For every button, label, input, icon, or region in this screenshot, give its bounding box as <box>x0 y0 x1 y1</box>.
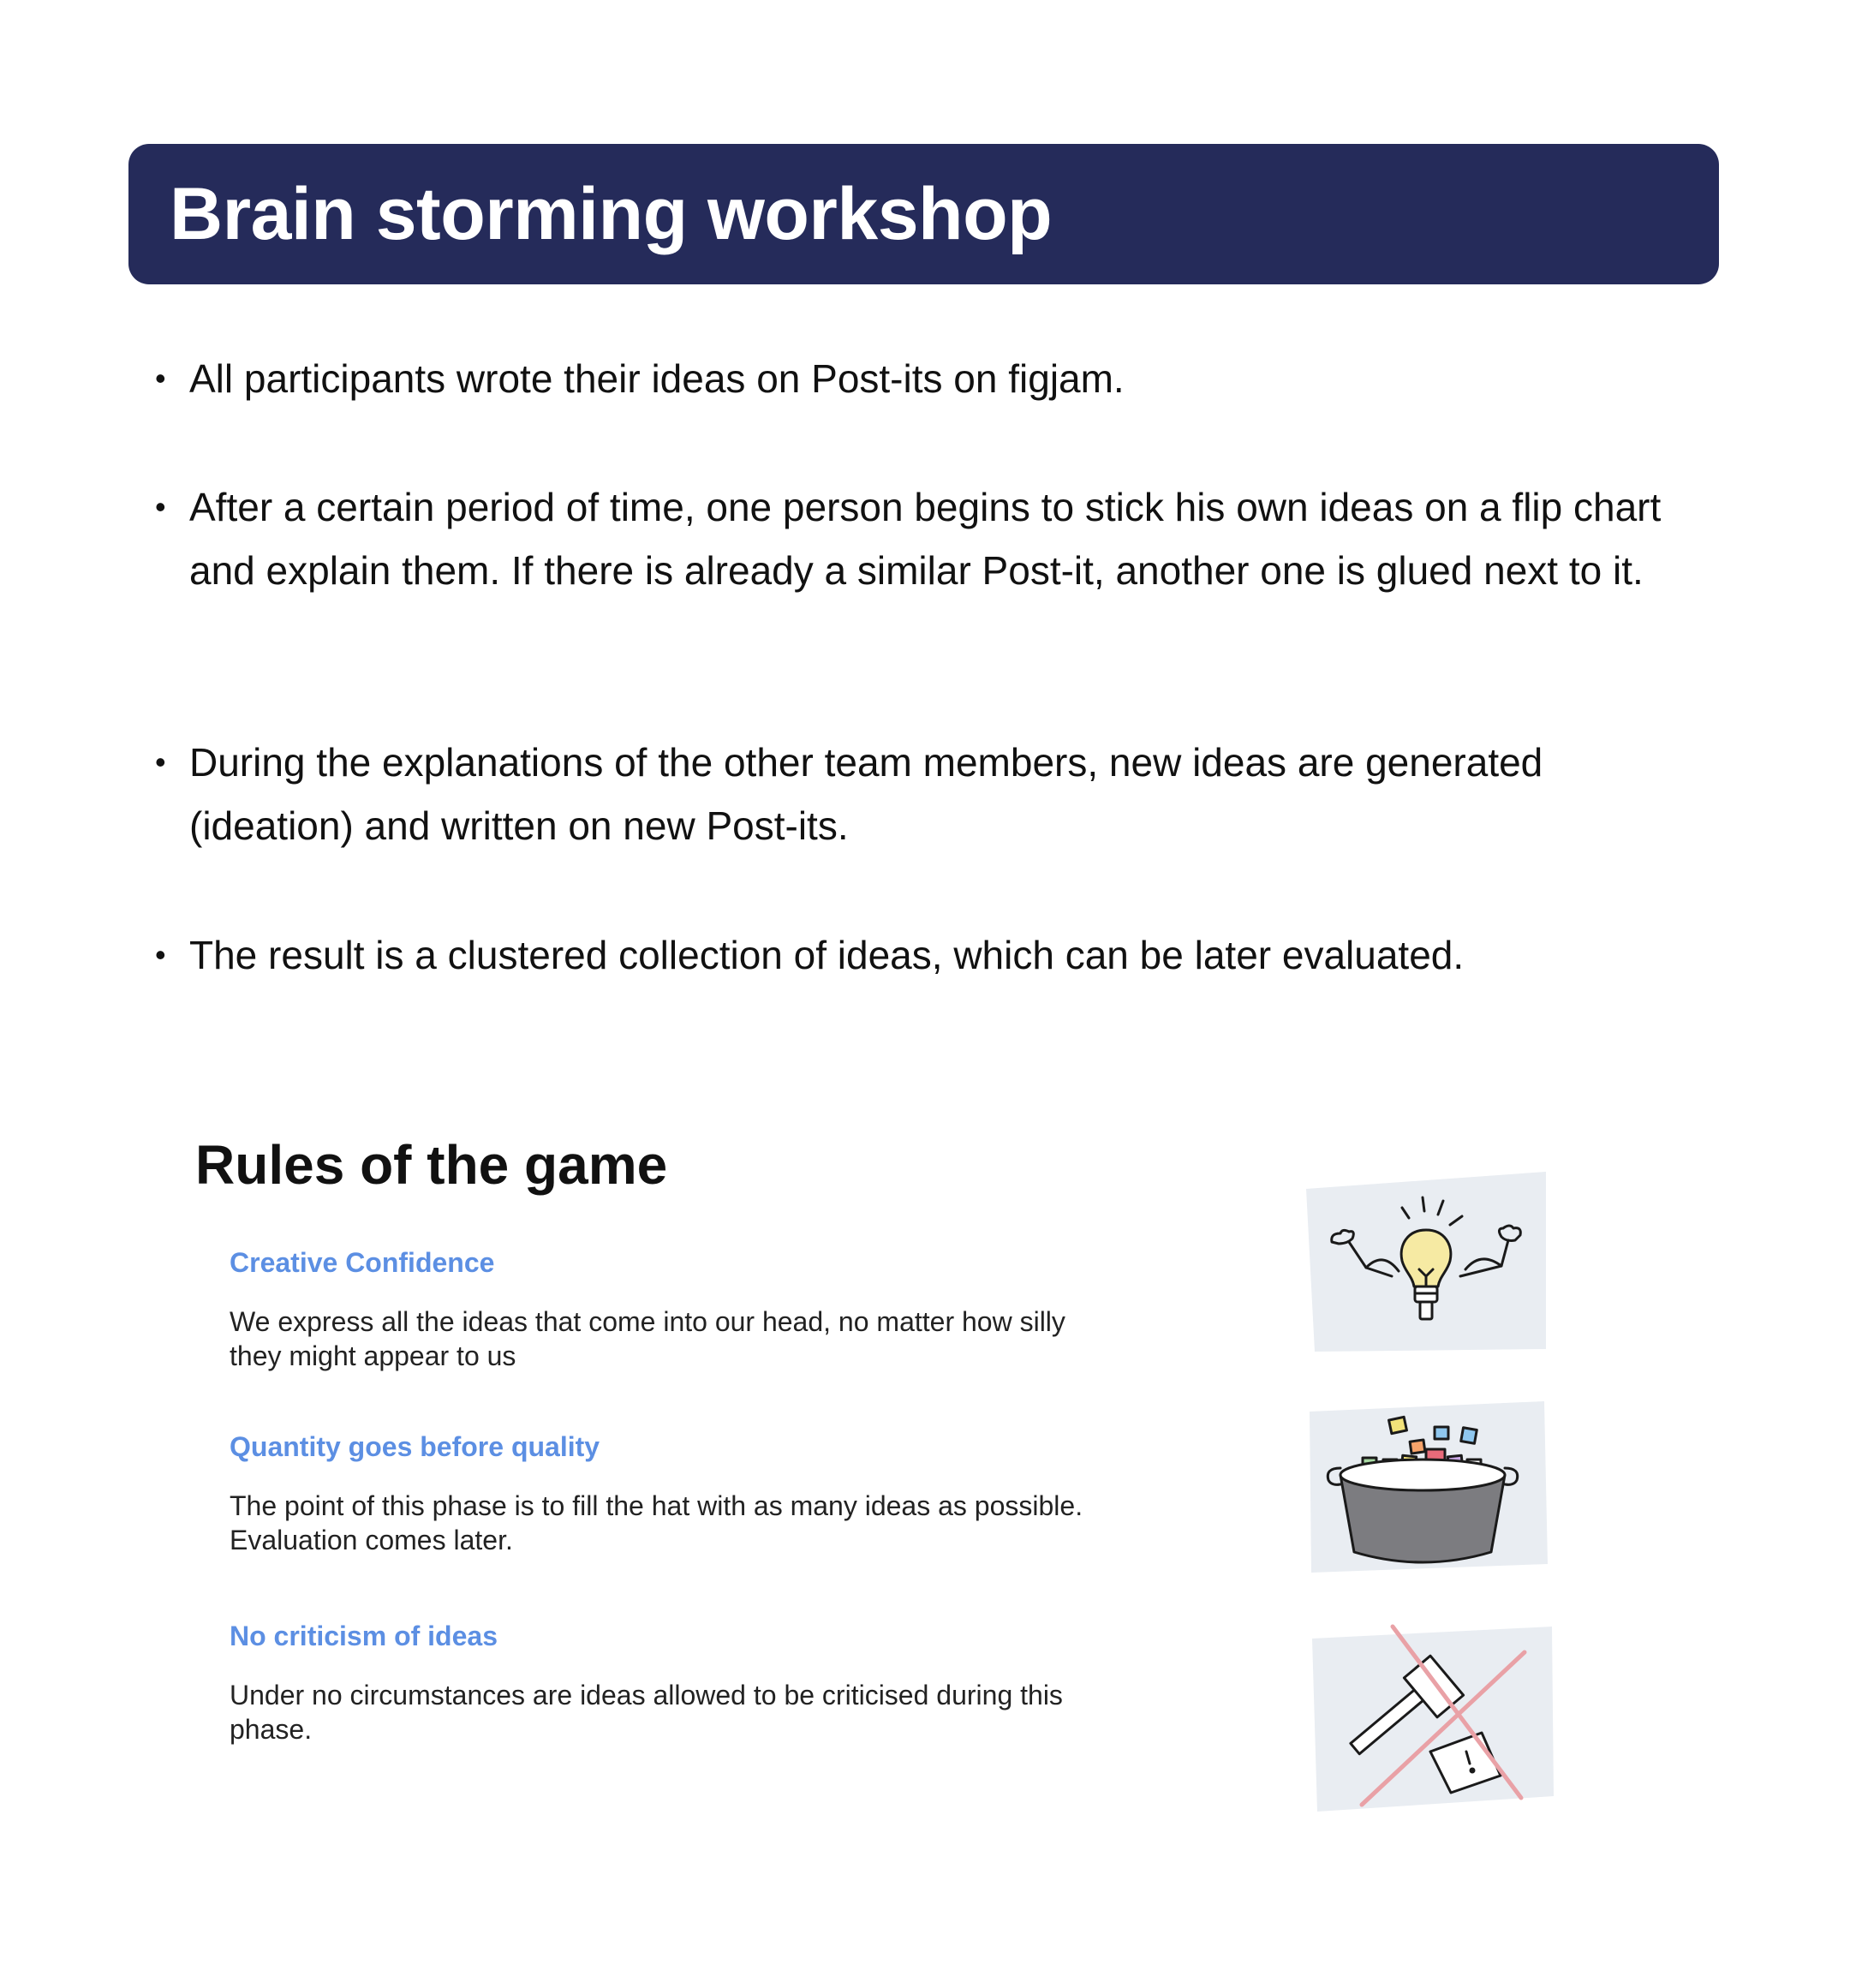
bullet-icon: • <box>155 744 166 779</box>
lightbulb-strongman-icon <box>1298 1165 1555 1353</box>
list-item <box>155 347 1680 410</box>
rule-body: Under no circumstances are ideas allowed to be criticised during this phase. <box>230 1680 1063 1745</box>
bullet-text: During the explanations of the other team members, new ideas are generated (ideation) and written on new Post-its. <box>189 740 1543 848</box>
no-hammer-icon <box>1310 1623 1559 1816</box>
rule-heading: Quantity goes before quality <box>230 1431 600 1462</box>
rules-title: Rules of the game <box>195 1134 668 1196</box>
bullet-icon: • <box>155 489 166 524</box>
pot-of-ideas-icon <box>1306 1396 1555 1576</box>
bullet-icon: • <box>155 937 166 972</box>
title-banner <box>128 144 1719 284</box>
rule-body: We express all the ideas that come into our head, no matter how silly they might appear to us <box>230 1306 1065 1371</box>
rule-heading: Creative Confidence <box>230 1247 495 1278</box>
bullet-text: The result is a clustered collection of ideas, which can be later evaluated. <box>189 933 1465 977</box>
bullet-text: After a certain period of time, one person begins to stick his own ideas on a flip chart and explain them. If there is already a similar Post-it, another one is glued next to it. <box>189 485 1662 593</box>
list-item <box>155 731 1680 857</box>
rule-body: The point of this phase is to fill the hat with as many ideas as possible. Evaluation comes later. <box>230 1490 1083 1555</box>
bullet-text: All participants wrote their ideas on Post-its on figjam. <box>189 356 1125 401</box>
list-item <box>155 475 1680 602</box>
page-title: Brain storming workshop <box>170 173 1053 255</box>
list-item <box>155 923 1680 987</box>
bullet-icon: • <box>155 361 166 396</box>
rule-heading: No criticism of ideas <box>230 1621 498 1651</box>
